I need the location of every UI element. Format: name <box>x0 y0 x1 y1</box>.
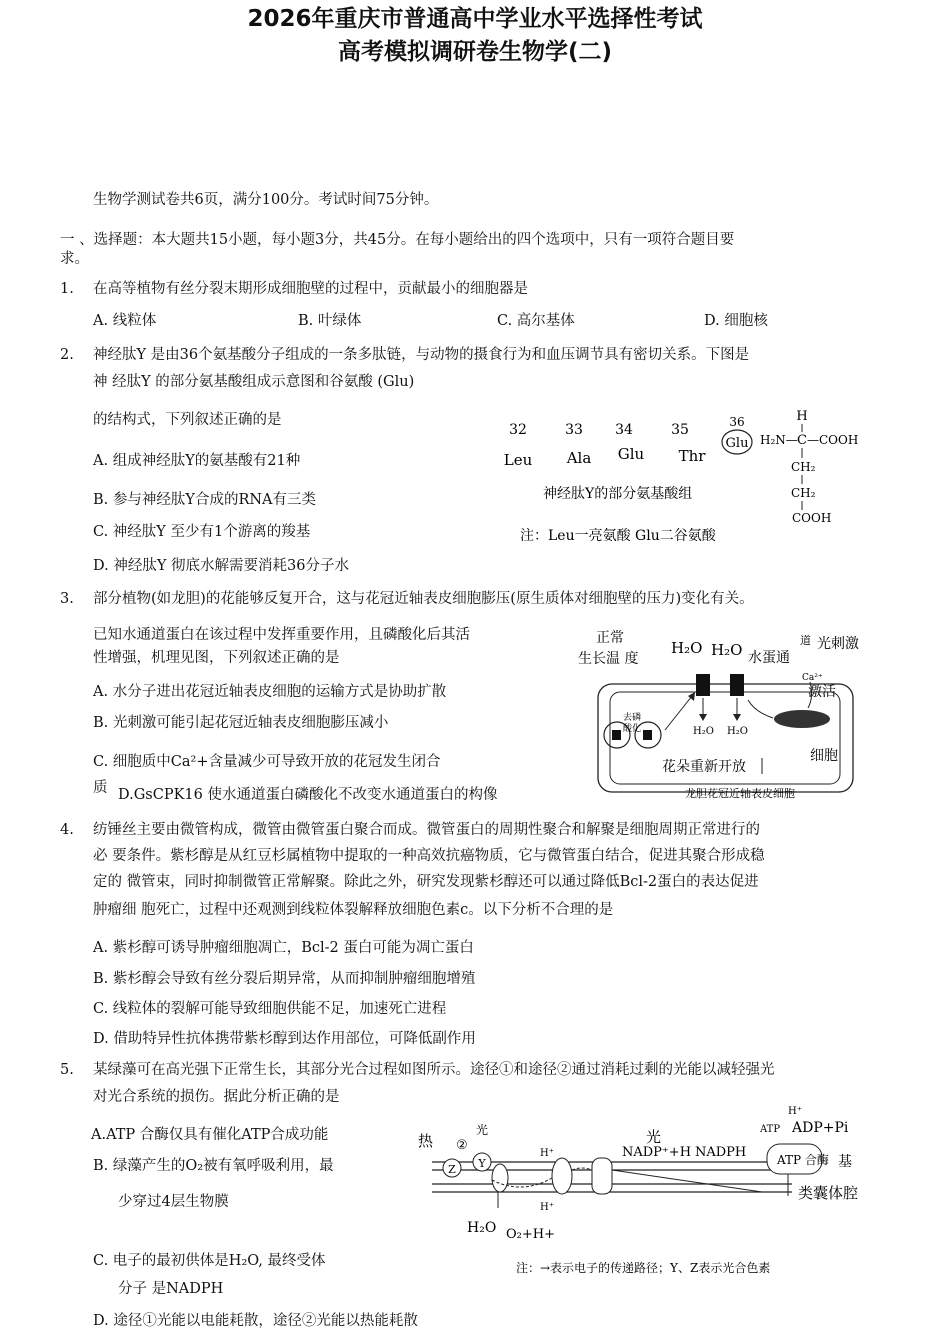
q1-option-a: A. 线粒体 <box>93 313 157 329</box>
label-light-1: 光 <box>476 1123 489 1137</box>
label-y: Y <box>478 1157 486 1170</box>
q4-stem-line4: 肿瘤细 胞死亡，过程中还观测到线粒体裂解释放细胞色素c。以下分析不合理的是 <box>93 902 614 918</box>
residue-leu: Leu <box>503 451 533 469</box>
kinase-blob <box>774 710 830 728</box>
q4-stem-line1: 纺锤丝主要由微管构成，微管由微管蛋白聚合而成。微管蛋白的周期性聚合和解聚是细胞周期正常进行的 <box>93 822 760 838</box>
label-hplus-1: H⁺ <box>540 1148 554 1159</box>
label-dao: 道 <box>800 634 811 647</box>
label-z: Z <box>448 1163 456 1176</box>
q4-stem-line3: 定的 微管束，同时抑制微管正常解聚。除此之外，研究发现紫杉醇还可以通过降低Bcl-2蛋白的表达促进 <box>93 874 759 890</box>
q3-stem-line3: 性增强，机理见图，下列叙述正确的是 <box>93 650 340 666</box>
q5-figure <box>412 1100 882 1285</box>
q2-figure <box>495 400 875 550</box>
transport-arrow <box>665 696 692 730</box>
position-32: 32 <box>509 422 527 438</box>
label-light-2: 光 <box>646 1128 662 1146</box>
vesicle-left-protein <box>612 730 621 740</box>
exam-title: 2026年重庆市普通高中学业水平选择性考试 <box>247 6 703 32</box>
label-circle-2: ② <box>456 1138 468 1153</box>
q5-option-d: D. 途径①光能以电能耗散，途径②光能以热能耗散 <box>93 1313 418 1329</box>
q5-option-a: A.ATP 合酶仅具有催化ATP合成功能 <box>91 1127 329 1143</box>
q5-option-b-line1: B. 绿藻产生的O₂被有氧呼吸利用，最 <box>93 1158 334 1174</box>
label-hplus-3: H⁺ <box>788 1106 802 1117</box>
exam-subtitle: 高考模拟调研卷生物学(二) <box>337 39 613 65</box>
aquaporin-left <box>696 674 710 696</box>
position-36: 36 <box>729 415 745 429</box>
glu-h-top: H <box>796 409 808 424</box>
residue-thr: Thr <box>678 447 706 465</box>
residue-glu-36: Glu <box>725 436 749 451</box>
q3-stem-line1: 部分植物(如龙胆)的花能够反复开合，这与花冠近轴表皮细胞膨压(原生质体对细胞壁的压力)变化有关。 <box>93 591 754 607</box>
label-dephos-1: 去磷 <box>623 713 642 723</box>
q2-number: 2. <box>60 347 74 363</box>
q4-option-d: D. 借助特异性抗体携带紫杉醇到达作用部位，可降低副作用 <box>93 1031 476 1047</box>
arrowhead-right <box>733 714 741 721</box>
q3-figure <box>570 622 880 804</box>
q4-number: 4. <box>60 822 74 838</box>
q5-stem-line1: 某绿藻可在高光强下正常生长，其部分光合过程如图所示。途径①和途径②通过消耗过剩的光能以减轻强光 <box>93 1062 775 1078</box>
label-h2o-in-1: H₂O <box>693 726 714 737</box>
q5-figure-note: 注：→表示电子的传递路径；Y、Z表示光合色素 <box>516 1261 771 1275</box>
label-channel: 水蛋通 <box>748 650 790 666</box>
q3-option-a: A. 水分子进出花冠近轴表皮细胞的运输方式是协助扩散 <box>93 684 447 700</box>
glu-cooh-right: —COOH <box>807 433 859 447</box>
q2-option-b: B. 参与神经肽Y合成的RNA有三类 <box>93 492 317 508</box>
label-temp: 生长温 度 <box>578 651 639 667</box>
q3-figure-caption: 龙胆花冠近轴表皮细胞 <box>685 787 795 800</box>
section-heading: 一 、选择题：本大题共15小题，每小题3分，共45分。在每小题给出的四个选项中，只有一项符合题目要 <box>60 232 735 248</box>
label-normal: 正常 <box>596 630 624 646</box>
cell-wall <box>598 684 853 792</box>
q3-option-c: C. 细胞质中Ca²+含量减少可导致开放的花冠发生闭合 <box>93 754 441 770</box>
q1-option-d: D. 细胞核 <box>704 313 768 329</box>
q2-option-c: C. 神经肽Y 至少有1个游离的羧基 <box>93 524 311 540</box>
q1-option-c: C. 高尔基体 <box>497 313 575 329</box>
protein-psi <box>592 1158 612 1194</box>
q4-option-c: C. 线粒体的裂解可能导致细胞供能不足，加速死亡进程 <box>93 1001 447 1017</box>
glu-ch2-1: CH₂ <box>791 460 816 474</box>
q2-stem-line3: 的结构式，下列叙述正确的是 <box>93 412 282 428</box>
label-nadph: NADPH <box>695 1145 747 1160</box>
q4-stem-line2: 必 要条件。紫杉醇是从红豆杉属植物中提取的一种高效抗癌物质，它与微管蛋白结合，促进其聚合形成稳 <box>93 848 765 864</box>
kinase-arrow <box>748 700 773 718</box>
q1-option-b: B. 叶绿体 <box>298 313 362 329</box>
residue-ala: Ala <box>566 449 592 467</box>
proton-flow <box>612 1170 762 1192</box>
residue-glu: Glu <box>617 445 645 463</box>
label-light: 光刺激 <box>817 636 859 652</box>
q4-option-b: B. 紫杉醇会导致有丝分裂后期异常，从而抑制肿瘤细胞增殖 <box>93 971 476 987</box>
glu-cooh-bottom: COOH <box>792 511 832 525</box>
q2-stem-line2: 神 经肽Y 的部分氨基酸组成示意图和谷氨酸 (Glu) <box>93 374 415 390</box>
q3-option-d: D.GsCPK16 使水通道蛋白磷酸化不改变水通道蛋白的构像 <box>118 787 498 803</box>
q3-stem-line2: 已知水通道蛋白在该过程中发挥重要作用，且磷酸化后其活 <box>93 627 470 643</box>
glu-ch2-2: CH₂ <box>791 486 816 500</box>
q2-stem-line1: 神经肽Y 是由36个氨基酸分子组成的一条多肽链，与动物的摄食行为和血压调节具有密切关系。下图是 <box>93 347 750 363</box>
q3-number: 3. <box>60 591 74 607</box>
protein-psii <box>492 1164 508 1192</box>
vesicle-right-protein <box>643 730 652 740</box>
label-ca: Ca²⁺ <box>802 673 823 683</box>
label-hplus-2: H⁺ <box>540 1202 554 1213</box>
label-h2o: H₂O <box>467 1220 497 1236</box>
q1-number: 1. <box>60 281 74 297</box>
q3-option-b: B. 光刺激可能引起花冠近轴表皮细胞膨压减小 <box>93 715 389 731</box>
label-cell: 细胞 <box>810 748 838 764</box>
q5-option-b-line2: 少穿过4层生物膜 <box>118 1194 229 1210</box>
label-h2o-right: H₂O <box>711 641 743 659</box>
position-34: 34 <box>615 422 633 438</box>
label-activate: 激活 <box>808 684 836 700</box>
label-synthase: ATP 合酶 <box>777 1153 829 1167</box>
label-nadp: NADP⁺+H <box>622 1145 692 1160</box>
q2-figure-note: 注：Leu一亮氨酸 Glu二谷氨酸 <box>520 528 716 544</box>
label-atp: ATP <box>760 1124 781 1135</box>
q5-option-c-line1: C. 电子的最初供体是H₂O, 最终受体 <box>93 1253 326 1269</box>
q2-option-d: D. 神经肽Y 彻底水解需要消耗36分子水 <box>93 558 349 574</box>
q1-stem: 在高等植物有丝分裂末期形成细胞壁的过程中，贡献最小的细胞器是 <box>93 281 528 297</box>
glu-amine: H₂N— <box>760 433 798 447</box>
glu-carbon: C <box>797 433 807 448</box>
label-heat: 热 <box>418 1132 434 1150</box>
arrowhead-left <box>699 714 707 721</box>
aquaporin-right <box>730 674 744 696</box>
q3-option-c-tail: 质 <box>93 780 108 796</box>
label-dephos-2: 酸化 <box>623 724 642 734</box>
section-heading-cont: 求。 <box>60 251 89 267</box>
label-adp: ADP+Pi <box>792 1120 849 1136</box>
q2-option-a: A. 组成神经肽Y的氨基酸有21种 <box>93 453 301 469</box>
label-base: 基 <box>838 1154 852 1170</box>
position-35: 35 <box>671 422 689 438</box>
label-h2o-in-2: H₂O <box>727 726 748 737</box>
q5-option-c-line2: 分子 是NADPH <box>118 1281 224 1297</box>
label-o2: O₂+H+ <box>506 1227 555 1242</box>
label-lumen: 类囊体腔 <box>798 1184 859 1202</box>
q2-figure-caption: 神经肽Y的部分氨基酸组 <box>543 486 693 502</box>
label-reopen: 花朵重新开放 <box>662 759 746 775</box>
q4-option-a: A. 紫杉醇可诱导肿瘤细胞凋亡，Bcl-2 蛋白可能为凋亡蛋白 <box>93 940 474 956</box>
label-h2o-left: H₂O <box>671 639 703 657</box>
intro-text: 生物学测试卷共6页，满分100分。考试时间75分钟。 <box>93 192 439 208</box>
q5-number: 5. <box>60 1062 74 1078</box>
q5-stem-line2: 对光合系统的损伤。据此分析正确的是 <box>93 1089 340 1105</box>
position-33: 33 <box>565 422 583 438</box>
protein-cytb6f <box>552 1158 572 1194</box>
